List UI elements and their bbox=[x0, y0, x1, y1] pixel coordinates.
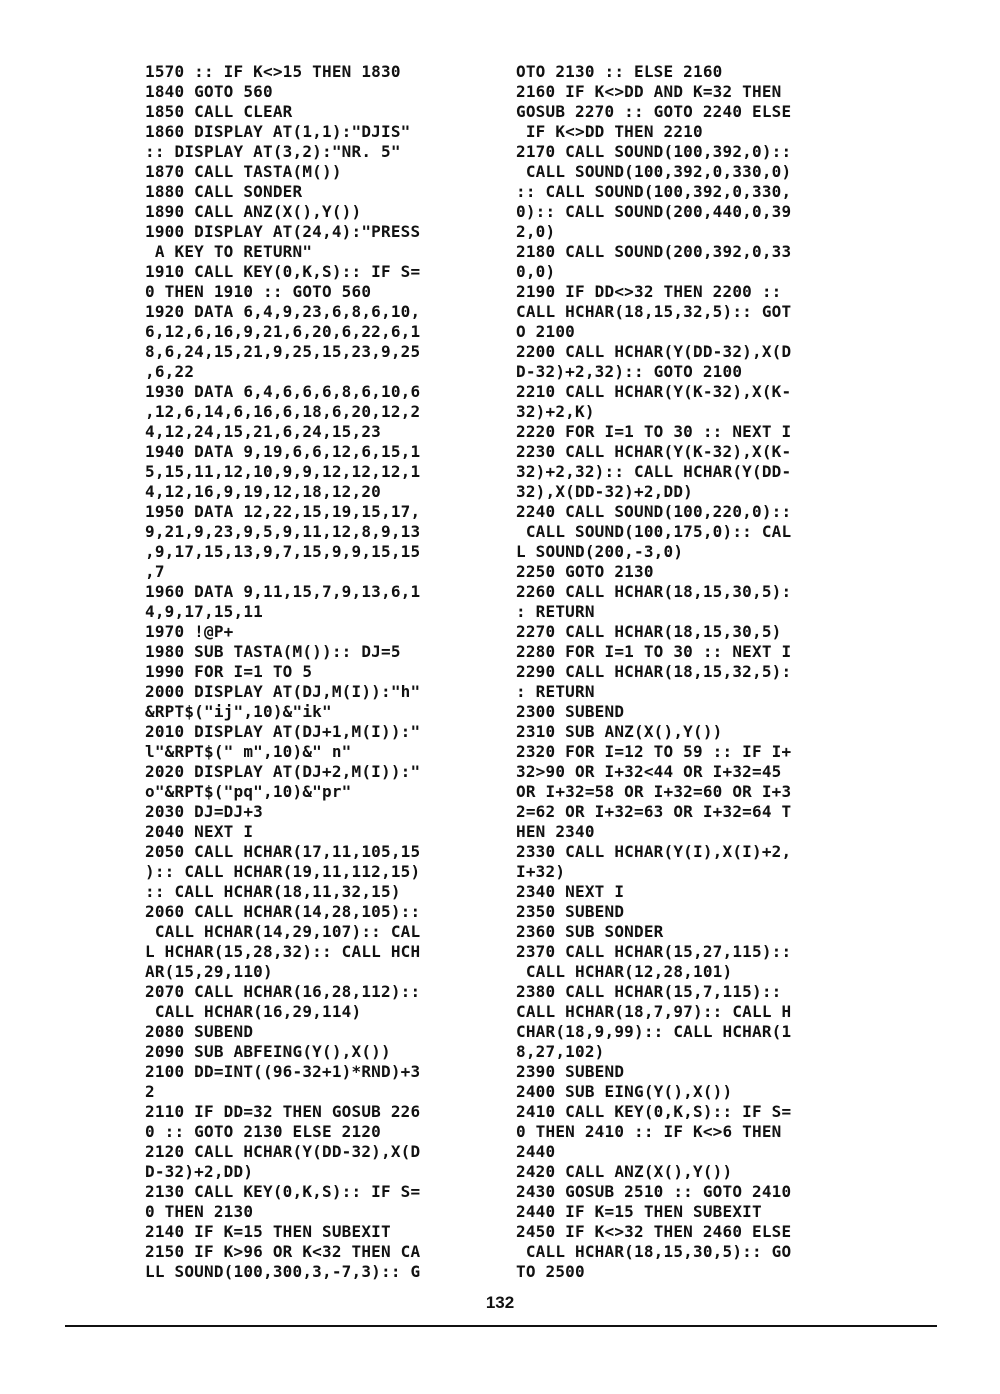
code-line: 1970 !@P+ bbox=[145, 622, 234, 641]
code-line: 2090 SUB ABFEING(Y(),X()) bbox=[145, 1042, 391, 1061]
code-line: 2400 SUB EING(Y(),X()) bbox=[516, 1082, 733, 1101]
code-line: 2220 FOR I=1 TO 30 :: NEXT I bbox=[516, 422, 792, 441]
code-line: 1930 DATA 6,4,6,6,6,8,6,10,6 bbox=[145, 382, 421, 401]
code-line: 0 THEN 1910 :: GOTO 560 bbox=[145, 282, 372, 301]
code-line: 2050 CALL HCHAR(17,11,105,15 bbox=[145, 842, 421, 861]
code-line: 1960 DATA 9,11,15,7,9,13,6,1 bbox=[145, 582, 421, 601]
code-line: 1940 DATA 9,19,6,6,12,6,15,1 bbox=[145, 442, 421, 461]
code-line: 1920 DATA 6,4,9,23,6,8,6,10, bbox=[145, 302, 421, 321]
code-line: 2070 CALL HCHAR(16,28,112):: bbox=[145, 982, 421, 1001]
code-line: 2000 DISPLAY AT(DJ,M(I)):"h" bbox=[145, 682, 421, 701]
code-line: O 2100 bbox=[516, 322, 575, 341]
code-line: 32),X(DD-32)+2,DD) bbox=[516, 482, 693, 501]
code-line: :: CALL HCHAR(18,11,32,15) bbox=[145, 882, 401, 901]
code-line: 32>90 OR I+32<44 OR I+32=45 bbox=[516, 762, 782, 781]
code-line: l"&RPT$(" m",10)&" n" bbox=[145, 742, 352, 761]
code-line: CALL HCHAR(16,29,114) bbox=[145, 1002, 362, 1021]
code-line: 2160 IF K<>DD AND K=32 THEN bbox=[516, 82, 782, 101]
code-line: 1990 FOR I=1 TO 5 bbox=[145, 662, 313, 681]
code-line: 2320 FOR I=12 TO 59 :: IF I+ bbox=[516, 742, 792, 761]
code-line: 1900 DISPLAY AT(24,4):"PRESS bbox=[145, 222, 421, 241]
code-line: 6,12,6,16,9,21,6,20,6,22,6,1 bbox=[145, 322, 421, 341]
code-line: : RETURN bbox=[516, 602, 595, 621]
code-line: 32)+2,32):: CALL HCHAR(Y(DD- bbox=[516, 462, 792, 481]
code-line: 2150 IF K>96 OR K<32 THEN CA bbox=[145, 1242, 421, 1261]
code-line: 0 THEN 2130 bbox=[145, 1202, 254, 1221]
code-line: 2250 GOTO 2130 bbox=[516, 562, 654, 581]
code-line: ,9,17,15,13,9,7,15,9,9,15,15 bbox=[145, 542, 421, 561]
code-line: IF K<>DD THEN 2210 bbox=[516, 122, 703, 141]
code-line: 2330 CALL HCHAR(Y(I),X(I)+2, bbox=[516, 842, 792, 861]
code-column-left bbox=[145, 62, 490, 1282]
code-line: 32)+2,K) bbox=[516, 402, 595, 421]
code-line: 2390 SUBEND bbox=[516, 1062, 625, 1081]
code-line: 2200 CALL HCHAR(Y(DD-32),X(D bbox=[516, 342, 792, 361]
code-line: 2180 CALL SOUND(200,392,0,33 bbox=[516, 242, 792, 261]
code-line: 2270 CALL HCHAR(18,15,30,5) bbox=[516, 622, 782, 641]
code-line: :: DISPLAY AT(3,2):"NR. 5" bbox=[145, 142, 401, 161]
code-line: 8,6,24,15,21,9,25,15,23,9,25 bbox=[145, 342, 421, 361]
code-line: 2010 DISPLAY AT(DJ+1,M(I)):" bbox=[145, 722, 421, 741]
code-line: D-32)+2,32):: GOTO 2100 bbox=[516, 362, 743, 381]
code-line: CALL SOUND(100,175,0):: CAL bbox=[516, 522, 792, 541]
code-line: ,7 bbox=[145, 562, 165, 581]
code-line: o"&RPT$("pq",10)&"pr" bbox=[145, 782, 352, 801]
code-line: 2=62 OR I+32=63 OR I+32=64 T bbox=[516, 802, 792, 821]
code-line: 1980 SUB TASTA(M()):: DJ=5 bbox=[145, 642, 401, 661]
code-line: 2440 bbox=[516, 1142, 556, 1161]
code-line: CALL HCHAR(18,7,97):: CALL H bbox=[516, 1002, 792, 1021]
code-line: 1840 GOTO 560 bbox=[145, 82, 273, 101]
code-line: 2 bbox=[145, 1082, 155, 1101]
code-line: 2280 FOR I=1 TO 30 :: NEXT I bbox=[516, 642, 792, 661]
code-line: 2440 IF K=15 THEN SUBEXIT bbox=[516, 1202, 762, 1221]
code-line: 2260 CALL HCHAR(18,15,30,5): bbox=[516, 582, 792, 601]
code-line: &RPT$("ij",10)&"ik" bbox=[145, 702, 332, 721]
code-line: AR(15,29,110) bbox=[145, 962, 273, 981]
code-line: 2080 SUBEND bbox=[145, 1022, 254, 1041]
code-line: 0):: CALL SOUND(200,440,0,39 bbox=[516, 202, 792, 221]
code-line: 1910 CALL KEY(0,K,S):: IF S= bbox=[145, 262, 421, 281]
code-column-right bbox=[516, 62, 861, 1282]
code-line: 2410 CALL KEY(0,K,S):: IF S= bbox=[516, 1102, 792, 1121]
code-line: 1570 :: IF K<>15 THEN 1830 bbox=[145, 62, 401, 81]
code-line: 2060 CALL HCHAR(14,28,105):: bbox=[145, 902, 421, 921]
code-line: 2300 SUBEND bbox=[516, 702, 625, 721]
code-line: CALL HCHAR(18,15,32,5):: GOT bbox=[516, 302, 792, 321]
code-line: : RETURN bbox=[516, 682, 595, 701]
code-line: 2120 CALL HCHAR(Y(DD-32),X(D bbox=[145, 1142, 421, 1161]
code-line: 2,0) bbox=[516, 222, 556, 241]
code-line: L SOUND(200,-3,0) bbox=[516, 542, 684, 561]
code-line: 4,9,17,15,11 bbox=[145, 602, 263, 621]
code-line: 2350 SUBEND bbox=[516, 902, 625, 921]
code-line: 0 THEN 2410 :: IF K<>6 THEN bbox=[516, 1122, 782, 1141]
code-line: 1880 CALL SONDER bbox=[145, 182, 303, 201]
code-line: 4,12,16,9,19,12,18,12,20 bbox=[145, 482, 381, 501]
code-line: 2380 CALL HCHAR(15,7,115):: bbox=[516, 982, 782, 1001]
code-line: 1850 CALL CLEAR bbox=[145, 102, 293, 121]
code-line: TO 2500 bbox=[516, 1262, 585, 1281]
code-line: CALL HCHAR(12,28,101) bbox=[516, 962, 733, 981]
code-line: 2240 CALL SOUND(100,220,0):: bbox=[516, 502, 792, 521]
code-line: 2430 GOSUB 2510 :: GOTO 2410 bbox=[516, 1182, 792, 1201]
code-line: ):: CALL HCHAR(19,11,112,15) bbox=[145, 862, 421, 881]
code-line: OR I+32=58 OR I+32=60 OR I+3 bbox=[516, 782, 792, 801]
code-line: CALL HCHAR(14,29,107):: CAL bbox=[145, 922, 421, 941]
code-line: 2420 CALL ANZ(X(),Y()) bbox=[516, 1162, 733, 1181]
code-line: L HCHAR(15,28,32):: CALL HCH bbox=[145, 942, 421, 961]
code-line: GOSUB 2270 :: GOTO 2240 ELSE bbox=[516, 102, 792, 121]
code-line: 2100 DD=INT((96-32+1)*RND)+3 bbox=[145, 1062, 421, 1081]
code-line: 2030 DJ=DJ+3 bbox=[145, 802, 263, 821]
code-line: 2230 CALL HCHAR(Y(K-32),X(K- bbox=[516, 442, 792, 461]
code-line: HEN 2340 bbox=[516, 822, 595, 841]
code-line: 2450 IF K<>32 THEN 2460 ELSE bbox=[516, 1222, 792, 1241]
code-line: I+32) bbox=[516, 862, 566, 881]
code-line: 0,0) bbox=[516, 262, 556, 281]
code-line: 2020 DISPLAY AT(DJ+2,M(I)):" bbox=[145, 762, 421, 781]
code-line: 5,15,11,12,10,9,9,12,12,12,1 bbox=[145, 462, 421, 481]
code-line: CALL HCHAR(18,15,30,5):: GO bbox=[516, 1242, 792, 1261]
code-line: 1870 CALL TASTA(M()) bbox=[145, 162, 342, 181]
code-line: ,6,22 bbox=[145, 362, 195, 381]
code-line: 1950 DATA 12,22,15,19,15,17, bbox=[145, 502, 421, 521]
footer-rule bbox=[65, 1325, 937, 1327]
code-line: 2370 CALL HCHAR(15,27,115):: bbox=[516, 942, 792, 961]
code-line: 1860 DISPLAY AT(1,1):"DJIS" bbox=[145, 122, 411, 141]
code-line: 2040 NEXT I bbox=[145, 822, 254, 841]
code-line: 2190 IF DD<>32 THEN 2200 :: bbox=[516, 282, 782, 301]
code-line: 0 :: GOTO 2130 ELSE 2120 bbox=[145, 1122, 381, 1141]
code-line: 9,21,9,23,9,5,9,11,12,8,9,13 bbox=[145, 522, 421, 541]
code-line: 4,12,24,15,21,6,24,15,23 bbox=[145, 422, 381, 441]
code-line: ,12,6,14,6,16,6,18,6,20,12,2 bbox=[145, 402, 421, 421]
code-line: CALL SOUND(100,392,0,330,0) bbox=[516, 162, 792, 181]
code-line: 2310 SUB ANZ(X(),Y()) bbox=[516, 722, 723, 741]
code-line: 2170 CALL SOUND(100,392,0):: bbox=[516, 142, 792, 161]
code-line: 2290 CALL HCHAR(18,15,32,5): bbox=[516, 662, 792, 681]
code-line: 2340 NEXT I bbox=[516, 882, 625, 901]
page-number: 132 bbox=[485, 1293, 515, 1312]
code-line: 1890 CALL ANZ(X(),Y()) bbox=[145, 202, 362, 221]
code-line: D-32)+2,DD) bbox=[145, 1162, 254, 1181]
code-line: OTO 2130 :: ELSE 2160 bbox=[516, 62, 723, 81]
code-line: LL SOUND(100,300,3,-7,3):: G bbox=[145, 1262, 421, 1281]
code-line: :: CALL SOUND(100,392,0,330, bbox=[516, 182, 792, 201]
code-line: 2210 CALL HCHAR(Y(K-32),X(K- bbox=[516, 382, 792, 401]
code-line: 2110 IF DD=32 THEN GOSUB 226 bbox=[145, 1102, 421, 1121]
code-line: A KEY TO RETURN" bbox=[145, 242, 313, 261]
code-line: 2140 IF K=15 THEN SUBEXIT bbox=[145, 1222, 391, 1241]
code-line: CHAR(18,9,99):: CALL HCHAR(1 bbox=[516, 1022, 792, 1041]
code-line: 2130 CALL KEY(0,K,S):: IF S= bbox=[145, 1182, 421, 1201]
code-line: 2360 SUB SONDER bbox=[516, 922, 664, 941]
code-line: 8,27,102) bbox=[516, 1042, 605, 1061]
